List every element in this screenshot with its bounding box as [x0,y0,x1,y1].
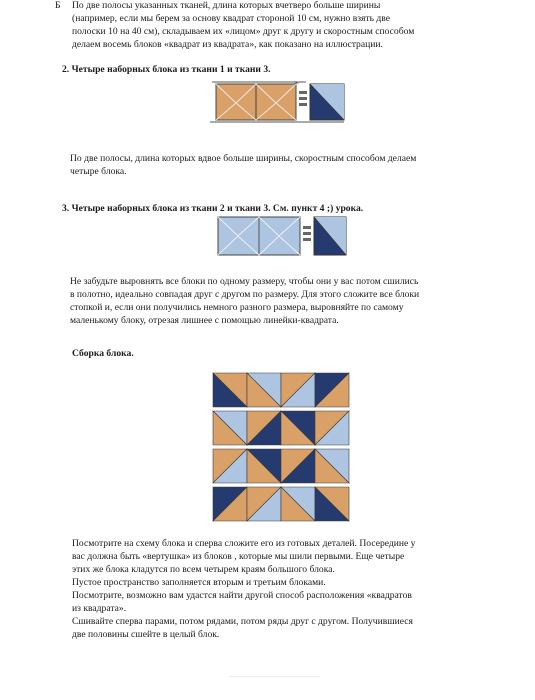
assembly-line: Сшивайте сперва парами, потом рядами, потом ряды друг с другом. Получившиеся [72,616,413,627]
section2-line: По две полосы, длина которых вдвое больше ширины, скоростным способом делаем [70,153,417,164]
assembly-line: две половины сшейте в целый блок. [72,629,220,640]
intro-line: (например, если мы берем за основу квадрат стороной 10 см, нужно взять две [72,13,391,24]
intro-line: По две полосы указанных тканей, длина которых вчетверо больше ширины [72,0,381,11]
assembly-line: этих же блока кладутся по всем четырем краям большого блока. [72,564,335,575]
intro-marker: Б [55,0,61,11]
section2-heading: 2. Четыре наборных блока из ткани 1 и ткани 3. [62,64,271,75]
strip-cutting-diagram-2 [216,215,348,259]
assembly-line: из квадрата». [72,603,127,614]
section3-heading: 3. Четыре наборных блока из ткани 2 и ткани 3. См. пункт 4 ;) урока. [62,203,364,214]
assembly-line: Пустое пространство заполняется вторым и третьим блоками. [72,577,326,588]
assembly-heading: Сборка блока. [72,348,134,359]
section3-line: Не забудьте выровнять все блоки по одному размеру, чтобы они у вас потом сшились [70,276,419,287]
svg-text:✂: ✂ [294,81,300,87]
strip-cutting-diagram-1 [210,79,346,125]
assembly-line: вас должна быть «вертушка» из блоков , которые мы шили первыми. Еще четыре [72,551,405,562]
page-footer-rule [230,676,320,677]
intro-line: делаем восемь блоков «квадрат из квадрата», как показано на иллюстрации. [72,39,383,50]
section3-line: в полотно, идеально совпадая друг с другом по размеру. Для этого сложите все блоки [70,289,420,300]
assembly-line: Посмотрите, возможно вам удастся найти другой способ расположения «квадратов [72,590,412,601]
section3-line: стопкой и, если они получились немного разного размера, выровняйте по самому [70,302,404,313]
section3-line: маленькому блоку, отрезая лишнее с помощью линейки-квадрата. [70,315,339,326]
assembly-line: Посмотрите на схему блока и сперва сложите его из готовых деталей. Посередине у [72,538,416,549]
intro-line: полоски 10 на 40 см), складываем их «лицом» друг к другу и скоростным способом [72,26,415,37]
section2-line: четыре блока. [70,166,127,177]
quilt-block-diagram [209,371,353,524]
